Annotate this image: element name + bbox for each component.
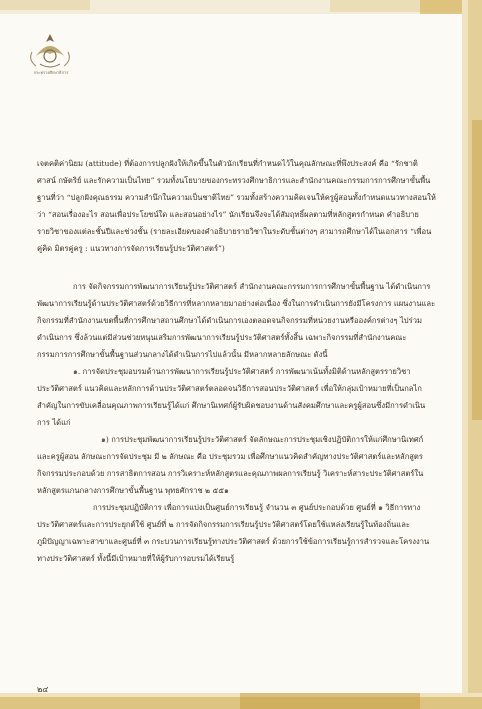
paragraph-learning-centers: การประชุมปฏิบัติการ เพื่อการแบ่งเป็นศูนย์การเรียนรู้ จำนวน ๓ ศูนย์ประกอบด้วย ศูนย์ที่ ๑ วิธีการทางประวัติศาสตร์และการประยุกต์ใช้ ศูนย์ที่ ๒ การจัดกิจกรรมการเรียนรู้ประวัติศาสตร์โดยใช้แหล่งเรียนรู้ในท้องถิ่นและภูมิปัญญาเฉพาะสาขาและศูนย์ที่ ๓ กระบวนการเรียนรู้ทางประวัติศาสตร์ ด้วยการใช้ข้อการเรียนรู้การสำรวจและโครงงานทางประวัติศาสตร์ ทั้งนี้มีเป้าหมายที่ให้ผู้รับการอบรมได้เรียนรู้ <box>37 503 430 563</box>
paragraph-workshop: ๑) การประชุมพัฒนาการเรียนรู้ประวัติศาสตร์ จัดลักษณะการประชุมเชิงปฏิบัติการให้แก่ศึกษานิเทศก์ และครูผู้สอน ลักษณะการจัดประชุม มี ๒ ลักษณะ คือ ประชุมรวม เพื่อศึกษาแนวคิดสำคัญทางประวัติศาสตร์และหลักสูตร กิจกรรมประกอบด้วย การสาธิตการสอน การวิเคราะห์หลักสูตรและคุณภาพผลการเรียนรู้ วิเคราะห์สาระประวัติศาสตร์ในหลักสูตรแกนกลางการศึกษาขั้นพื้นฐาน พุทธศักราช ๒ ๕๕๑ <box>37 435 424 495</box>
crest-caption: กระทรวงศึกษาธิการ <box>33 70 69 75</box>
paragraph-training: ๑. การจัดประชุมอบรมด้านการพัฒนาการเรียนรู้ประวัติศาสตร์ การพัฒนาเน้นทั้งมิติด้านหลักสูตรรายวิชาประวัติศาสตร์ แนวคิดและหลักการด้านประวัติศาสตร์ตลอดจนวิธีการสอนประวัติศาสตร์ เพื่อให้กลุ่มเป้าหมายที่เป็นกลไกสำคัญในการขับเคลื่อนคุณภาพการเรียนรู้ได้แก่ ศึกษานิเทศก์ผู้รับผิดชอบงานด้านสังคมศึกษาและครูผู้สอนซึ่งมีการดำเนินการ ได้แก่ <box>37 367 426 427</box>
page-number: ๒๔ <box>37 685 49 694</box>
paragraph-attitude: เจตคติค่านิยม (attitude) ที่ต้องการปลูกฝังให้เกิดขึ้นในตัวนักเรียนที่กำหนดไว้ในคุณลักษณะที่พึงประสงค์ คือ “รักชาติ ศาสน์ กษัตริย์ และรักความเป็นไทย” รวมทั้งนโยบายของกระทรวงศึกษาธิการและสำนักงานคณะกรรมการการศึกษาขั้นพื้นฐานที่ว่า “ปลูกฝังคุณธรรม ความสำนึกในความเป็นชาติไทย” รวมทั้งสร้างความคิดเจนให้ครูผู้สอนทั้งกำหนดแนวทางสอนให้ว่า “สอนเรื่องอะไร สอนเพื่อประโยชน์ใด และสอนอย่างไร” นักเรียนจึงจะได้สัมฤทธิ์ผลตามที่หลักสูตรกำหนด คำอธิบายรายวิชาของแต่ละชั้นปีและช่วงชั้น (รายละเอียดของคำอธิบายรายวิชาในระดับชั้นต่างๆ สามารถศึกษาได้ในเอกสาร “เพื่อนคู่คิด มิตรคู่ครู : แนวทางการจัดการเรียนรู้ประวัติศาสตร์”) <box>37 159 436 253</box>
body-text <box>37 155 437 567</box>
top-ornament-band <box>0 0 482 14</box>
right-ornament-band <box>462 0 482 709</box>
paragraph-activities-intro: การ จัดกิจกรรมการพัฒนาการเรียนรู้ประวัติศาสตร์ สำนักงานคณะกรรมการการศึกษาขั้นพื้นฐาน ได้ดำเนินการพัฒนาการเรียนรู้ด้านประวัติศาสตร์ด้วยวิธีการที่หลากหลายมาอย่างต่อเนื่อง ซึ่งในการดำเนินการยังมีโครงการ แผนงานและกิจกรรมที่สำนักงานเขตพื้นที่การศึกษาสถานศึกษาได้ดำเนินการเองตลอดจนกิจกรรมที่หน่วยงานหรือองค์กรต่างๆ ไปร่วมดำเนินการ ซึ่งล้วนแต่มีส่วนช่วยหนุนเสริมการพัฒนาการเรียนรู้ประวัติศาสตร์ทั้งสิ้น เฉพาะกิจกรรมที่สำนักงานคณะกรรมการการศึกษาขั้นพื้นฐานส่วนกลางได้ดำเนินการไปแล้วนั้น มีหลากหลายลักษณะ ดังนี้ <box>37 282 436 359</box>
bottom-ornament-band <box>0 693 482 709</box>
